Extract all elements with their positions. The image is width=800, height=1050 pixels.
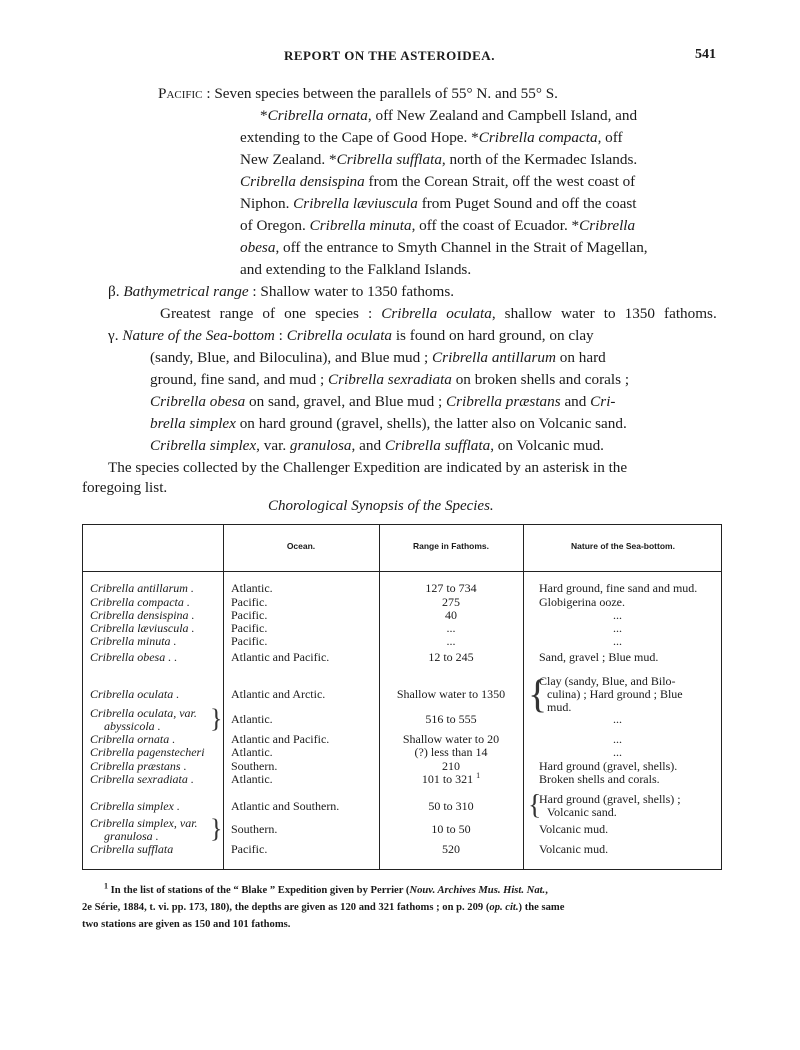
text-line-pacific-8 <box>240 238 648 258</box>
range-value <box>379 746 523 759</box>
text-run: Cribrella oculata <box>381 305 492 322</box>
text-run: Pacific <box>158 85 203 102</box>
sea-bottom-value: ... <box>613 745 622 759</box>
brace-icon: { <box>528 671 548 716</box>
text-run: from the Corean Strait, off the west coast of <box>364 173 636 190</box>
text-run: The species collected by the Challenger Expedition are indicated by an asterisk in the <box>108 459 628 476</box>
text-run: Cribrella læviuscula <box>293 195 418 212</box>
sea-bottom-value: Hard ground (gravel, shells). <box>539 759 678 773</box>
text-run: , shallow water to 1350 fathoms. <box>491 305 717 322</box>
text-run: is found on hard ground, on clay <box>392 327 594 344</box>
table-caption: Chorological Synopsis of the Species. <box>268 498 494 514</box>
species-name: Cribrella compacta . <box>90 595 190 609</box>
ocean-value: Atlantic and Arctic. <box>231 687 326 701</box>
text-run: from Puget Sound and off the coast <box>417 195 637 212</box>
species-name: Cribrella minuta . <box>90 634 177 648</box>
range-value <box>379 843 523 856</box>
footnote-marker: 1 <box>476 771 481 780</box>
text-run: foregoing list. <box>82 479 168 496</box>
text-run: New Zealand. * <box>240 151 337 168</box>
ocean-value: Southern. <box>231 759 278 773</box>
ocean-value: Pacific. <box>231 842 268 856</box>
text-run: on broken shells and corals ; <box>451 371 630 388</box>
text-run: Nature of the Sea-bottom <box>122 327 275 344</box>
text-run: : Shallow water to 1350 fathoms. <box>248 283 455 300</box>
text-line-species-1 <box>108 458 627 478</box>
text-run: , <box>545 885 548 896</box>
species-name: Cribrella sexradiata . <box>90 772 194 786</box>
ocean-value: Pacific. <box>231 621 268 635</box>
text-line-species-2 <box>82 478 167 498</box>
text-run: Cri- <box>590 393 616 410</box>
text-line-gamma-6 <box>150 436 604 456</box>
sea-bottom-value: Volcanic mud. <box>539 842 609 856</box>
text-run: Nouv. Archives Mus. Hist. Nat. <box>409 885 546 896</box>
text-run: Bathymetrical range <box>123 283 249 300</box>
range-value <box>379 688 523 701</box>
footnote-marker: 1 <box>104 881 108 891</box>
sea-bottom-value: Volcanic mud. <box>539 822 609 836</box>
text-run: of Oregon. <box>240 217 310 234</box>
species-name: Cribrella pagenstecheri <box>90 745 205 759</box>
species-name: Cribrella læviuscula . <box>90 621 195 635</box>
range-value <box>379 823 523 836</box>
text-run: , off the entrance to Smyth Channel in the Strait of Magellan, <box>275 239 648 256</box>
footnote-line <box>82 917 290 933</box>
range-text: 12 to 245 <box>428 650 474 664</box>
species-name: Cribrella antillarum . <box>90 581 194 595</box>
species-name: Cribrella simplex . <box>90 798 180 813</box>
column-header-ocean: Ocean. <box>286 541 316 551</box>
text-run: obesa <box>240 239 276 256</box>
range-value <box>379 582 523 595</box>
ocean-value: Atlantic. <box>231 712 273 726</box>
text-line-pacific-2 <box>260 106 637 126</box>
text-run: Cribrella sufflata <box>384 437 491 454</box>
species-name: abyssicola . <box>104 719 161 733</box>
text-run: , off New Zealand and Campbell Island, and <box>367 107 638 124</box>
page-number: 541 <box>695 47 716 62</box>
text-run: , north of the Kermadec Islands. <box>441 151 638 168</box>
species-name: Cribrella ornata . <box>90 732 176 746</box>
text-run: , and <box>351 437 385 454</box>
text-run: * <box>260 107 268 124</box>
sea-bottom-value: ... <box>613 634 622 648</box>
text-run: Cribrella densispina <box>240 173 365 190</box>
sea-bottom-value: culina) ; Hard ground ; Blue <box>547 687 683 701</box>
text-line-pacific-4 <box>240 150 637 170</box>
column-divider <box>523 525 524 869</box>
sea-bottom-value: ... <box>613 712 622 726</box>
text-run: , off <box>597 129 623 146</box>
text-run: granulosa <box>289 437 352 454</box>
range-value <box>379 773 523 786</box>
text-run: Cribrella ornata <box>267 107 368 124</box>
text-line-pacific-3 <box>240 128 623 148</box>
text-run: Cribrella præstans <box>446 393 561 410</box>
text-line-pacific-5 <box>240 172 635 192</box>
text-run: and <box>560 393 591 410</box>
text-run: Cribrella simplex <box>150 437 257 454</box>
range-text: 50 to 310 <box>428 798 474 813</box>
text-line-pacific-1 <box>158 84 558 104</box>
text-run: Cribrella antillarum <box>432 349 556 366</box>
species-name: Cribrella oculata . <box>90 687 180 701</box>
range-value <box>379 635 523 648</box>
range-text: 40 <box>445 608 457 622</box>
brace-icon: } <box>210 704 223 733</box>
text-line-beta-1 <box>108 282 454 302</box>
text-run: two stations are given as 150 and 101 fathoms. <box>82 919 291 930</box>
text-run: 2e Série, 1884, t. vi. pp. 173, 180), the depths are given as 120 and 321 fathoms ; on p. 209 ( <box>82 902 490 913</box>
column-header-bottom: Nature of the Sea-bottom. <box>571 541 675 551</box>
range-text: 275 <box>442 595 460 609</box>
text-line-beta-2 <box>160 304 717 324</box>
ocean-value: Pacific. <box>231 595 268 609</box>
text-line-gamma-3 <box>150 370 629 390</box>
text-run: β. <box>108 283 124 300</box>
range-text: Shallow water to 1350 <box>396 687 506 701</box>
range-text: 210 <box>442 759 460 773</box>
chorological-synopsis-table <box>82 524 722 870</box>
range-text: Shallow water to 20 <box>402 732 500 746</box>
text-line-pacific-6 <box>240 194 637 214</box>
species-name: Cribrella obesa . . <box>90 650 178 664</box>
sea-bottom-value: ... <box>613 608 622 622</box>
ocean-value: Atlantic. <box>231 581 273 595</box>
text-run: on hard <box>555 349 606 366</box>
text-run: extending to the Cape of Good Hope. * <box>240 129 479 146</box>
header-rule <box>83 571 721 572</box>
text-run: and extending to the Falkland Islands. <box>240 261 472 278</box>
species-name: Cribrella sufflata <box>90 842 174 856</box>
text-run: Cribrella compacta <box>478 129 598 146</box>
range-text: 10 to 50 <box>431 822 471 836</box>
sea-bottom-value: Broken shells and corals. <box>539 772 660 786</box>
species-name: granulosa . <box>104 829 159 843</box>
species-name: Cribrella simplex, var. <box>90 816 198 830</box>
sea-bottom-value: ... <box>613 621 622 635</box>
sea-bottom-value: ... <box>613 732 622 746</box>
text-line-gamma-1 <box>108 326 594 346</box>
range-text: 101 to 321 <box>421 772 474 786</box>
range-text: 516 to 555 <box>425 712 477 726</box>
range-value <box>379 713 523 726</box>
text-run: In the list of stations of the “ Blake ” Expedition given by Perrier ( <box>110 885 410 896</box>
species-name: Cribrella præstans . <box>90 759 187 773</box>
range-value <box>379 800 523 813</box>
text-run: Cribrella sufflata <box>336 151 442 168</box>
sea-bottom-value: Globigerina ooze. <box>539 595 625 609</box>
text-line-pacific-7 <box>240 216 635 236</box>
running-header-title: REPORT ON THE ASTEROIDEA. <box>284 48 495 63</box>
text-run: Greatest range of one species : <box>160 305 382 322</box>
text-run: , on Volcanic mud. <box>490 437 604 454</box>
ocean-value: Atlantic and Southern. <box>231 798 340 813</box>
ocean-value: Atlantic. <box>231 745 273 759</box>
column-divider <box>223 525 224 869</box>
text-run: op. cit. <box>489 902 519 913</box>
species-name: Cribrella densispina . <box>90 608 195 622</box>
text-run: Cribrella obesa <box>150 393 246 410</box>
range-text: ... <box>446 621 456 635</box>
footnote-line <box>82 900 564 916</box>
text-run: : <box>274 327 287 344</box>
range-text: 127 to 734 <box>425 581 477 595</box>
text-run: Niphon. <box>240 195 294 212</box>
text-run: (sandy, Blue, and Biloculina), and Blue mud ; <box>150 349 433 366</box>
sea-bottom-value: Sand, gravel ; Blue mud. <box>539 650 659 664</box>
sea-bottom-value: Hard ground (gravel, shells) ; <box>539 792 681 806</box>
column-header-range: Range in Fathoms. <box>412 541 490 551</box>
ocean-value: Pacific. <box>231 634 268 648</box>
text-run: , var. <box>256 437 290 454</box>
range-text: (?) less than 14 <box>414 745 488 759</box>
sea-bottom-value: Clay (sandy, Blue, and Bilo- <box>539 674 676 688</box>
brace-icon: } <box>210 814 223 843</box>
text-run: ) the same <box>518 902 565 913</box>
text-run: ground, fine sand, and mud ; <box>150 371 329 388</box>
text-run: brella simplex <box>150 415 236 432</box>
text-run: Cribrella sexradiata <box>328 371 452 388</box>
text-line-pacific-9 <box>240 260 471 280</box>
range-value <box>379 651 523 664</box>
text-run: Cribrella oculata <box>286 327 393 344</box>
ocean-value: Pacific. <box>231 608 268 622</box>
text-run: Cribrella <box>579 217 636 234</box>
text-run: γ. <box>108 327 123 344</box>
ocean-value: Atlantic and Pacific. <box>231 732 330 746</box>
brace-icon: { <box>528 790 542 821</box>
footnote-line <box>104 883 548 899</box>
ocean-value: Atlantic and Pacific. <box>231 650 330 664</box>
text-run: on sand, gravel, and Blue mud ; <box>245 393 446 410</box>
text-run: on hard ground (gravel, shells), the latter also on Volcanic sand. <box>235 415 627 432</box>
ocean-value: Southern. <box>231 822 278 836</box>
ocean-value: Atlantic. <box>231 772 273 786</box>
range-text: ... <box>446 634 456 648</box>
text-run: : Seven species between the parallels of 55° N. and 55° S. <box>202 85 558 102</box>
sea-bottom-value: mud. <box>547 700 572 714</box>
text-run: Cribrella minuta <box>309 217 412 234</box>
sea-bottom-value: Volcanic sand. <box>547 805 617 819</box>
text-run: , off the coast of Ecuador. * <box>411 217 580 234</box>
range-text: 520 <box>442 842 460 856</box>
sea-bottom-value: Hard ground, fine sand and mud. <box>539 581 698 595</box>
text-line-gamma-5 <box>150 414 627 434</box>
species-name: Cribrella oculata, var. <box>90 706 197 720</box>
text-line-gamma-2 <box>150 348 606 368</box>
text-line-gamma-4 <box>150 392 616 412</box>
